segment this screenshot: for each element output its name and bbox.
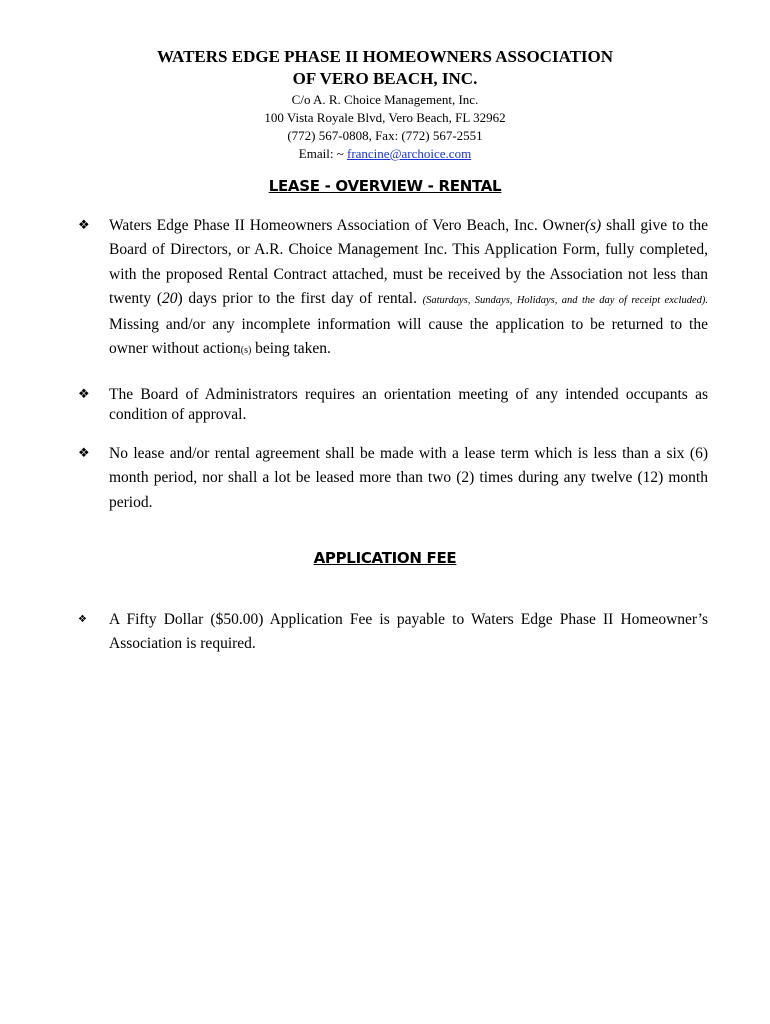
list-item	[78, 442, 708, 515]
text-run: Missing and/or any incomplete information will cause the application to be returned to the owner without action	[109, 316, 708, 358]
association-name-line2: OF VERO BEACH, INC.	[292, 69, 478, 88]
exclusion-note: (Saturdays, Sundays, Holidays, and the day of receipt excluded).	[422, 294, 708, 306]
list-item	[78, 385, 708, 425]
lease-overview-heading: LEASE - OVERVIEW - RENTAL	[268, 177, 502, 195]
owner-suffix: (s)	[584, 217, 602, 234]
days-number: 20	[162, 289, 178, 307]
list-item	[78, 608, 708, 657]
association-name-line1: WATERS EDGE PHASE II HOMEOWNERS ASSOCIATION	[156, 47, 614, 66]
list-item	[78, 214, 708, 364]
text-run: Waters Edge Phase II Homeowners Association of Vero Beach, Inc. Owner	[109, 217, 585, 234]
text-run: ) days prior to the first day of rental.	[177, 289, 423, 307]
address-line: 100 Vista Royale Blvd, Vero Beach, FL 32962	[264, 110, 506, 125]
action-suffix: (s)	[240, 345, 252, 357]
bullet-diamond-icon: ❖	[78, 387, 90, 402]
phone-fax-line: (772) 567-0808, Fax: (772) 567-2551	[287, 128, 483, 143]
bullet-text	[109, 214, 708, 364]
bullet-text: No lease and/or rental agreement shall be made with a lease term which is less than a six (6) month period, nor shall a lot be leased more than two (2) times during any twelve (12) month period.	[109, 445, 708, 511]
email-link[interactable]: francine@archoice.com	[346, 146, 472, 161]
letterhead	[0, 46, 770, 163]
email-line	[0, 145, 770, 163]
text-run: being taken.	[251, 340, 331, 358]
bullet-diamond-icon: ❖	[78, 218, 90, 233]
bullet-text: The Board of Administrators requires an orientation meeting of any intended occupants as condition of approval.	[109, 386, 708, 423]
email-label: Email: ~	[298, 146, 347, 161]
bullet-diamond-icon: ❖	[78, 446, 90, 461]
care-of-line: C/o A. R. Choice Management, Inc.	[291, 92, 479, 107]
bullet-text: A Fifty Dollar ($50.00) Application Fee is payable to Waters Edge Phase II Homeowner’s Association is required.	[109, 611, 708, 653]
application-fee-heading: APPLICATION FEE	[313, 549, 457, 567]
bullet-diamond-icon: ❖	[78, 614, 87, 625]
text-run: shall give to the Board of Directors, or A.R. Choice Management Inc. This Application Form, fully completed, with the proposed Rental Contract attached, must be received by the Association not less than twenty (	[109, 217, 708, 307]
